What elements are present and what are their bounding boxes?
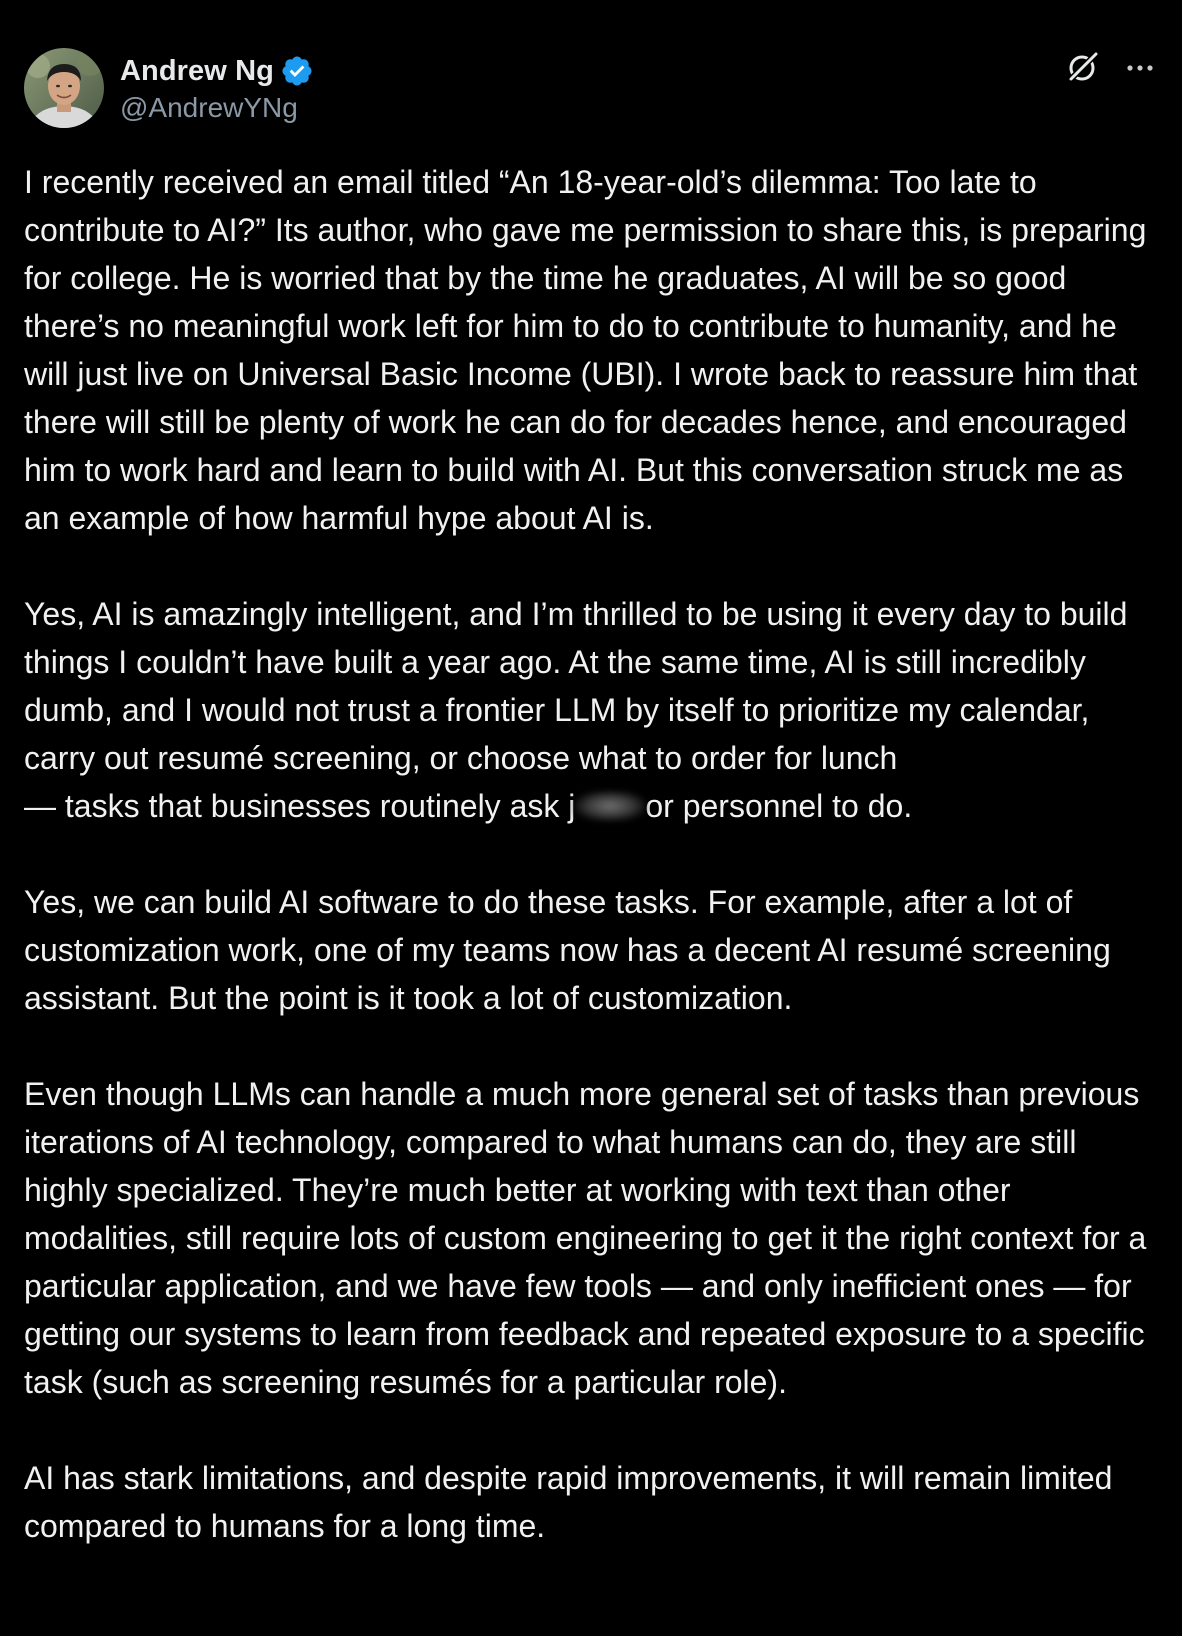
paragraph-4: Even though LLMs can handle a much more general set of tasks than previous iterations of AI technology, compared to what humans can do, they are still highly specialized. They’re much better at working with text than other modalities, still require lots of custom engineering to get it the right context for a particular application, and we have few tools — and only inefficient ones — for getting our systems to learn from feedback and repeated exposure to a specific task (such as screening resumés for a particular role). [24, 1076, 1147, 1400]
avatar-image [24, 48, 104, 128]
paragraph-5: AI has stark limitations, and despite rapid improvements, it will remain limited compared to humans for a long time. [24, 1460, 1113, 1544]
avatar[interactable] [24, 48, 104, 128]
paragraph-3: Yes, we can build AI software to do these tasks. For example, after a lot of customization work, one of my teams now has a decent AI resumé screening assistant. But the point is it took a lot of customization. [24, 884, 1111, 1016]
paragraph-2-tail-before: — tasks that businesses routinely ask j [24, 788, 576, 824]
author-name[interactable]: Andrew Ng [120, 54, 274, 87]
author-handle[interactable]: @AndrewYNg [120, 92, 298, 123]
author-block [120, 52, 314, 124]
header-actions [1064, 50, 1158, 86]
grok-icon[interactable] [1064, 50, 1100, 86]
paragraph-2 [24, 590, 1162, 830]
paragraph-2-tail-after: or personnel to do. [645, 788, 913, 824]
paragraph-2-main: Yes, AI is amazingly intelligent, and I’m thrilled to be using it every day to build things I couldn’t have built a year ago. At the same time, AI is still incredibly dumb, and I would not trust a frontier LLM by itself to prioritize my calendar, carry out resumé screening, or choose what to order for lunch [24, 596, 1128, 776]
verified-badge-icon[interactable] [280, 54, 314, 88]
more-options-icon[interactable] [1122, 50, 1158, 86]
post-header [24, 46, 1158, 130]
post-body [24, 158, 1162, 1598]
paragraph-1: I recently received an email titled “An 18-year-old’s dilemma: Too late to contribute to AI?” Its author, who gave me permission to share this, is preparing for college. He is worried that by the time he graduates, AI will be so good there’s no meaningful work left for him to do to contribute to humanity, and he will just live on Universal Basic Income (UBI). I wrote back to reassure him that there will still be plenty of work he can do for decades hence, and encouraged him to work hard and learn to build with AI. But this conversation struck me as an example of how harmful hype about AI is. [24, 164, 1147, 536]
redaction-blur [575, 791, 645, 821]
